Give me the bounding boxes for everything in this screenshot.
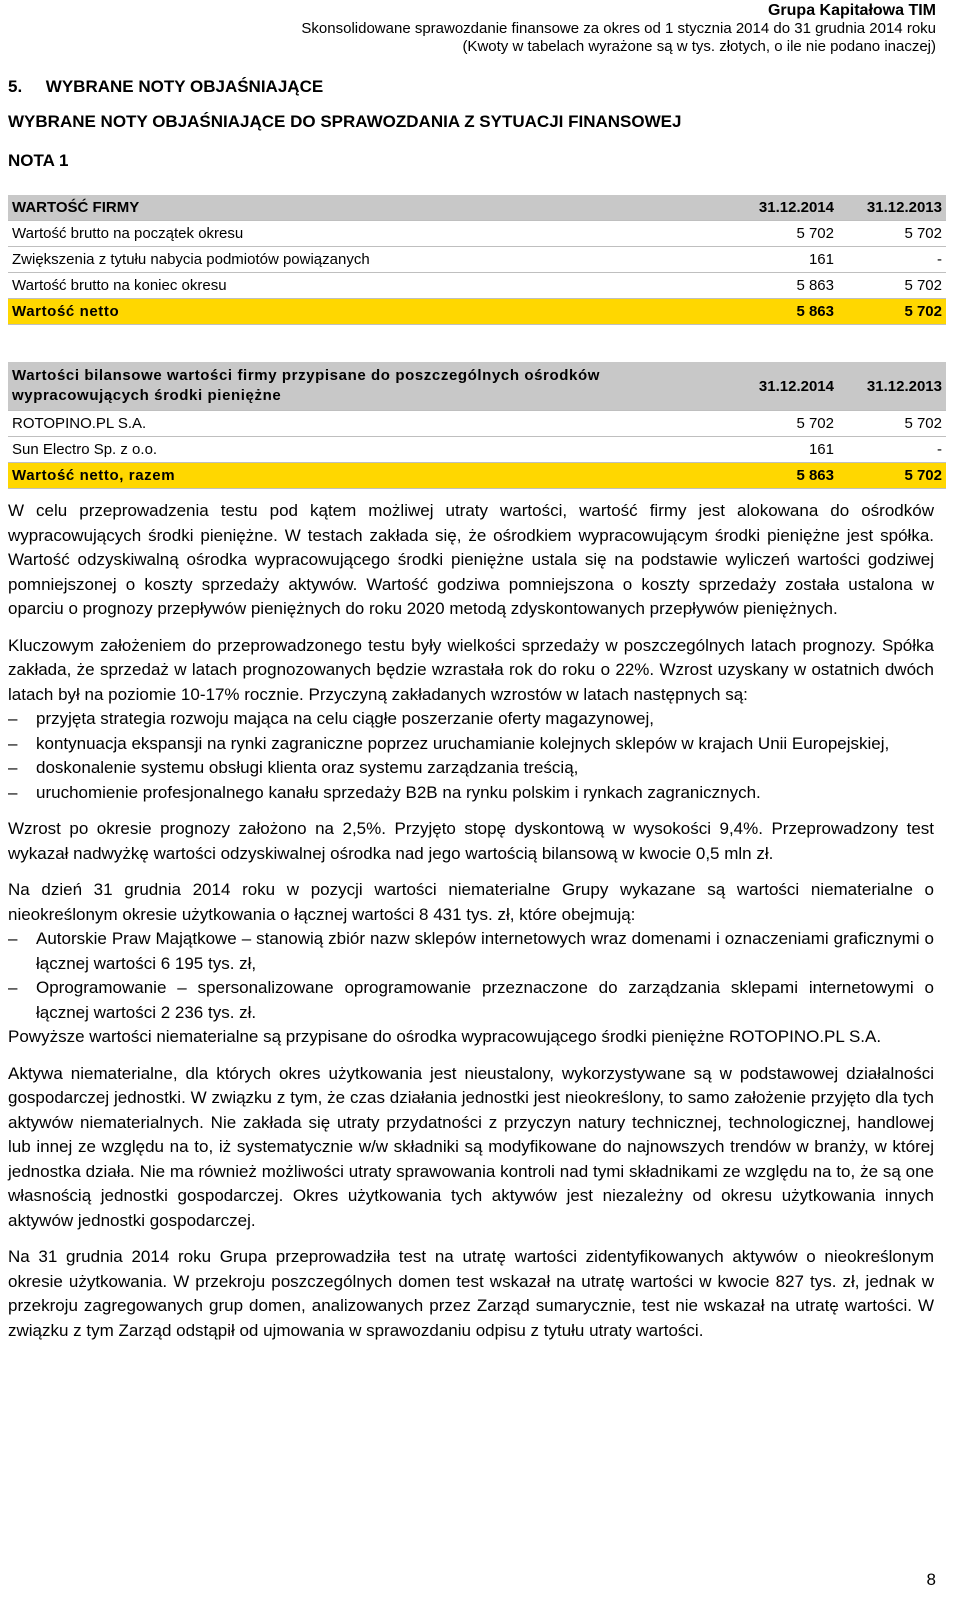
table-cell: 161 xyxy=(738,247,838,273)
table-cell: Zwiększenia z tytułu nabycia podmiotów powiązanych xyxy=(8,247,738,273)
table-cell: 5 702 xyxy=(838,463,946,489)
table-total-row xyxy=(8,463,946,489)
goodwill-allocation-table xyxy=(8,362,946,489)
table-header-row xyxy=(8,362,946,411)
company-title: Grupa Kapitałowa TIM xyxy=(767,2,936,19)
report-title: Skonsolidowane sprawozdanie finansowe za okres od 1 stycznia 2014 do 31 grudnia 2014 roku xyxy=(301,20,936,37)
table-row xyxy=(8,221,946,247)
table-cell: 5 863 xyxy=(738,273,838,299)
goodwill-table xyxy=(8,195,946,325)
list-item: – Oprogramowanie – spersonalizowane oprogramowanie przeznaczone do zarządzania sklepami internetowymi o łącznej wartości 2 236 tys. zł. xyxy=(8,976,934,1025)
note-body xyxy=(8,499,934,1355)
paragraph: Na dzień 31 grudnia 2014 roku w pozycji wartości niematerialne Grupy wykazane są wartości niematerialne o nieokreślonym okresie użytkowania o łącznej wartości 8 431 tys. zł, które obejmują: xyxy=(8,880,934,924)
table-header-cell: WARTOŚĆ FIRMY xyxy=(8,195,738,221)
paragraph: Na 31 grudnia 2014 roku Grupa przeprowadziła test na utratę wartości zidentyfikowanych aktywów o nieokreślonym okresie użytkowania. W przekroju poszczególnych domen test wskazał na utratę wartości w kwocie 827 tys. zł, jednak w przekroju zagregowanych grup domen, analizowanych przez Zarząd sumarycznie, test nie wskazał na utratę wartości. W związku z tym Zarząd odstąpił od ujmowania w sprawozdaniu odpisu z tytułu utraty wartości. xyxy=(8,1247,934,1340)
list-item: – kontynuacja ekspansji na rynki zagraniczne poprzez uruchamianie kolejnych sklepów w krajach Unii Europejskiej, xyxy=(8,732,934,757)
table-header-cell: 31.12.2013 xyxy=(838,195,946,221)
table-header-cell: Wartości bilansowe wartości firmy przypisane do poszczególnych ośrodków wypracowujących środki pieniężne xyxy=(8,362,738,411)
table-header-cell: 31.12.2014 xyxy=(738,195,838,221)
list-item: – Autorskie Praw Majątkowe – stanowią zbiór nazw sklepów internetowych wraz domenami i oznaczeniami graficznymi o łącznej wartości 6 195 tys. zł, xyxy=(8,927,934,976)
subsection-heading: WYBRANE NOTY OBJAŚNIAJĄCE DO SPRAWOZDANIA Z SYTUACJI FINANSOWEJ xyxy=(8,112,682,131)
page-number: 8 xyxy=(926,1570,936,1589)
table-cell: 5 702 xyxy=(738,221,838,247)
table-cell: ROTOPINO.PL S.A. xyxy=(8,411,738,437)
list-item: – uruchomienie profesjonalnego kanału sprzedaży B2B na rynku polskim i rynkach zagranicznych. xyxy=(8,781,934,806)
table-row xyxy=(8,411,946,437)
table-total-row xyxy=(8,299,946,325)
table-header-row xyxy=(8,195,946,221)
growth-reasons-list xyxy=(8,707,934,805)
table-header-cell: 31.12.2013 xyxy=(838,362,946,411)
amounts-note: (Kwoty w tabelach wyrażone są w tys. złotych, o ile nie podano inaczej) xyxy=(462,38,936,55)
table-cell: 5 702 xyxy=(738,411,838,437)
list-item: – doskonalenie systemu obsługi klienta oraz systemu zarządzania treścią, xyxy=(8,756,934,781)
table-cell: Wartość brutto na początek okresu xyxy=(8,221,738,247)
table-cell: 5 702 xyxy=(838,273,946,299)
list-item: – przyjęta strategia rozwoju mająca na celu ciągłe poszerzanie oferty magazynowej, xyxy=(8,707,934,732)
table-cell: Wartość brutto na koniec okresu xyxy=(8,273,738,299)
table-cell: - xyxy=(838,437,946,463)
table-cell: 5 702 xyxy=(838,299,946,325)
note-heading: NOTA 1 xyxy=(8,151,69,170)
table-cell: 5 702 xyxy=(838,221,946,247)
table-cell: 161 xyxy=(738,437,838,463)
table-cell: - xyxy=(838,247,946,273)
table-cell: 5 863 xyxy=(738,463,838,489)
page-header xyxy=(301,2,936,56)
table-cell: Wartość netto xyxy=(8,299,738,325)
table-row xyxy=(8,273,946,299)
paragraph: Kluczowym założeniem do przeprowadzonego testu były wielkości sprzedaży w poszczególnych latach prognozy. Spółka zakłada, że sprzedaż w latach prognozowanych będzie wzrastała rok do roku o 22%. Wzrost uzyskany w ostatnich dwóch latach był na poziomie 10-17% rocznie. Przyczyną zakładanych wzrostów w latach następnych są: xyxy=(8,635,934,704)
table-row xyxy=(8,247,946,273)
paragraph: Wzrost po okresie prognozy założono na 2,5%. Przyjęto stopę dyskontową w wysokości 9,4%. Przeprowadzony test wykazał nadwyżkę wartości odzyskiwalnej ośrodka nad jego wartością bilansową w kwocie 0,5 mln zł. xyxy=(8,819,934,863)
section-heading: 5. WYBRANE NOTY OBJAŚNIAJĄCE xyxy=(8,77,324,96)
table-cell: 5 702 xyxy=(838,411,946,437)
intangibles-list xyxy=(8,927,934,1025)
paragraph: Aktywa niematerialne, dla których okres użytkowania jest nieustalony, wykorzystywane są w podstawowej działalności gospodarczej jednostki. W związku z tym, że czas działania jednostki jest nieokreślony, to samo założenie przyjęto dla tych aktywów niematerialnych. Nie zakłada się utraty przydatności z przyczyn natury technicznej, technologicznej, handlowej lub innej ze względu na to, iż systematycznie w/w składniki są modyfikowane do najnowszych trendów w branży, w której jednostka działa. Nie ma również możliwości utraty sprawowania kontroli nad tymi składnikami ze względu na to, że są one własnością jednostki gospodarczej. Okres użytkowania tych aktywów jest niezależny od okresu użytkowania innych aktywów jednostki gospodarczej. xyxy=(8,1063,934,1230)
table-header-cell: 31.12.2014 xyxy=(738,362,838,411)
table-cell: Sun Electro Sp. z o.o. xyxy=(8,437,738,463)
table-row xyxy=(8,437,946,463)
table-cell: Wartość netto, razem xyxy=(8,463,738,489)
paragraph: W celu przeprowadzenia testu pod kątem możliwej utraty wartości, wartość firmy jest alokowana do ośrodków wypracowujących środki pieniężne. W testach zakłada się, że ośrodkiem wypracowującym środki pieniężne jest spółka. Wartość odzyskiwalną ośrodka wypracowującego środki pieniężne ustala się na podstawie wyliczeń wartości godziwej pomniejszonej o koszty sprzedaży aktywów. Wartość godziwa pomniejszona o koszty sprzedaży została ustalona w oparciu o prognozy przepływów pieniężnych do roku 2020 metodą zdyskontowanych przepływów pieniężnych. xyxy=(8,501,934,618)
paragraph: Powyższe wartości niematerialne są przypisane do ośrodka wypracowującego środki pieniężne ROTOPINO.PL S.A. xyxy=(8,1027,882,1046)
table-cell: 5 863 xyxy=(738,299,838,325)
